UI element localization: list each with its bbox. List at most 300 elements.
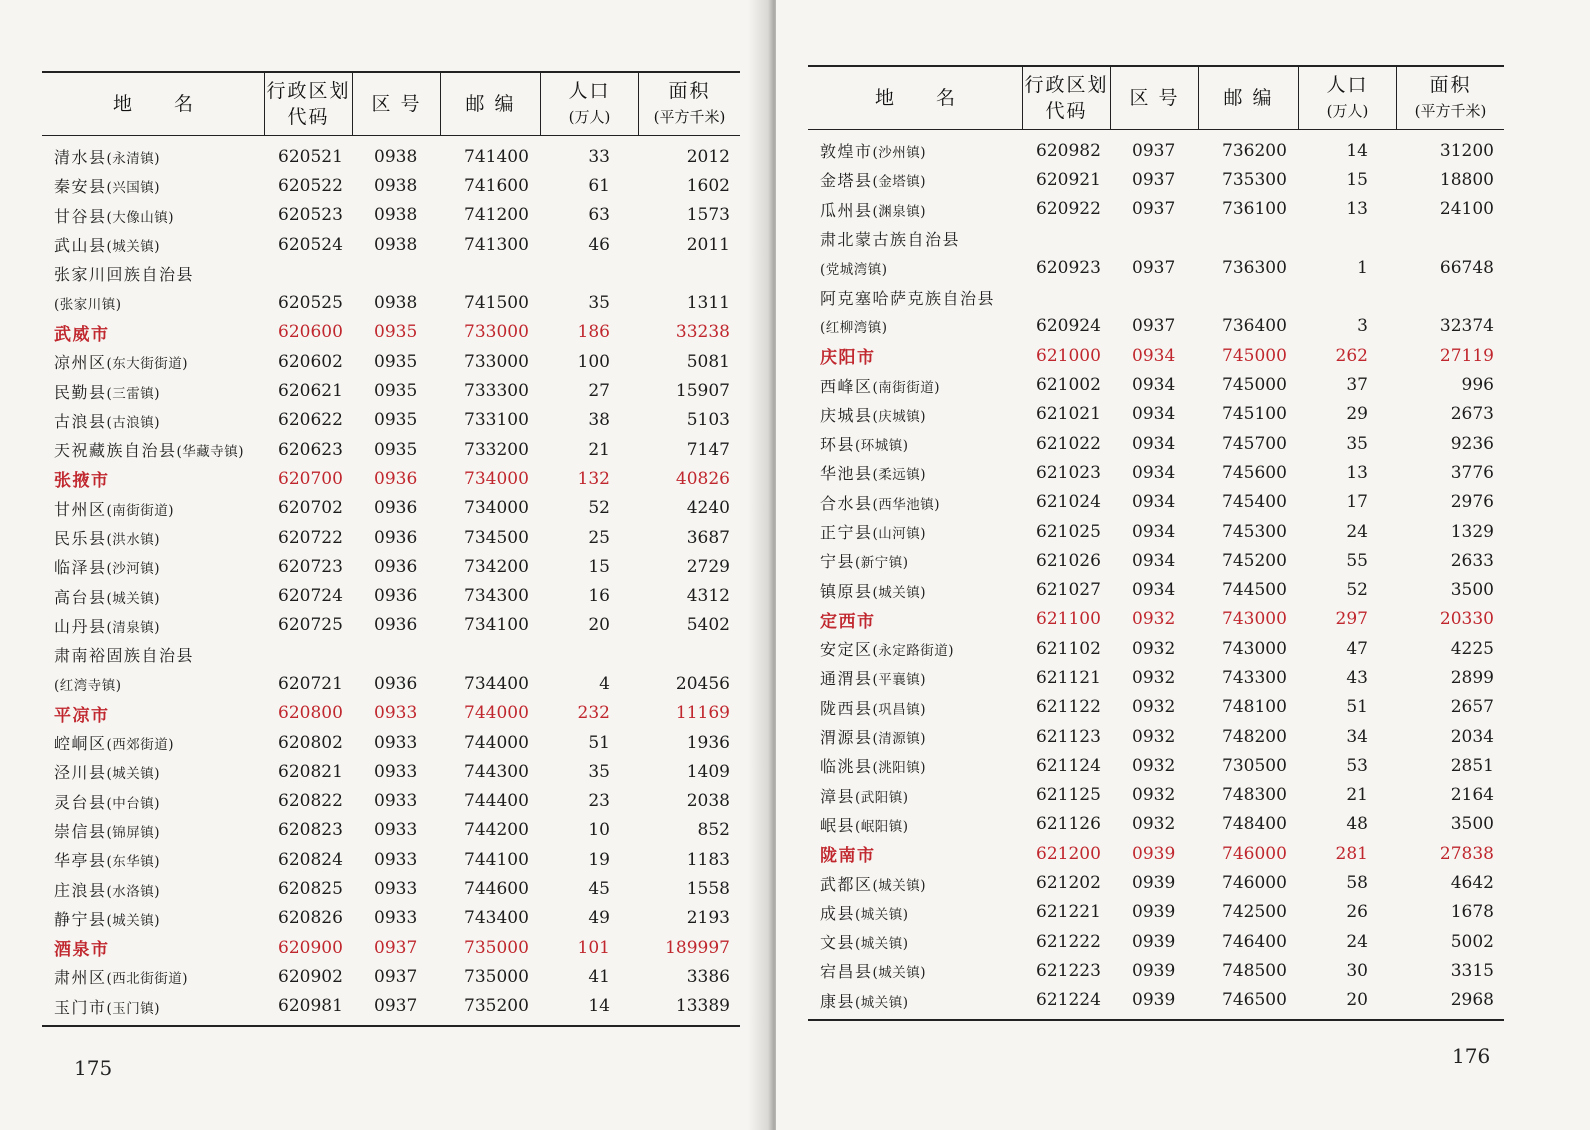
admin-code: 621200 [1036,843,1101,864]
postal-code: 730500 [1222,755,1287,776]
table-row [808,663,1504,692]
postal-code: 734000 [464,468,529,489]
table-row [42,728,740,757]
area-code: 0932 [1132,755,1176,776]
admin-code: 620902 [278,966,343,987]
admin-code: 620622 [278,410,343,431]
place-name [42,995,264,1018]
header-area-size-line2: (平方千米) [653,108,726,126]
place-seat-text: (柔远镇) [872,467,927,484]
admin-code: 620722 [278,527,343,548]
table-row [808,253,1504,282]
area-size: 2193 [686,908,730,929]
postal-code: 741400 [464,146,529,167]
place-seat-text: (清泉镇) [106,619,161,636]
area-code: 0937 [1132,169,1176,190]
admin-code: 621002 [1036,375,1101,396]
left-table-body [42,136,740,1021]
place-name [42,614,264,637]
table-row [42,406,740,435]
population: 14 [1346,140,1368,161]
city-row [42,699,740,728]
place-seat-text: (兴国镇) [106,180,161,197]
area-code: 0936 [374,527,418,548]
area-code: 0934 [1132,550,1176,571]
postal-code: 748300 [1222,785,1287,806]
place-seat-text: (东大街街道) [106,356,189,373]
area-code: 0937 [1132,140,1176,161]
postal-code: 742500 [1222,902,1287,923]
table-row [42,552,740,581]
place-name-text: 金塔县 [820,171,873,191]
postal-code: 741500 [464,293,529,314]
population: 17 [1346,492,1368,513]
area-size: 9236 [1450,433,1494,454]
place-seat-text: (沙州镇) [872,145,927,162]
area-code: 0934 [1132,345,1176,366]
admin-code: 620822 [278,791,343,812]
table-row [42,230,740,259]
area-size: 27119 [1439,345,1494,366]
area-code: 0935 [374,351,418,372]
admin-code: 621102 [1036,638,1101,659]
place-seat-text: (金塔镇) [872,174,927,191]
area-code: 0935 [374,322,418,343]
area-code: 0934 [1132,462,1176,483]
area-code: 0939 [1132,931,1176,952]
postal-code: 745100 [1222,404,1287,425]
admin-code: 620823 [278,820,343,841]
population: 43 [1346,667,1368,688]
table-row [808,165,1504,194]
postal-code: 743000 [1222,609,1287,630]
area-size: 1311 [686,293,730,314]
area-code: 0939 [1132,990,1176,1011]
area-size: 852 [697,820,730,841]
area-code: 0939 [1132,843,1176,864]
area-code: 0937 [374,966,418,987]
postal-code: 741600 [464,175,529,196]
population: 45 [588,879,610,900]
place-name [42,526,264,549]
population: 16 [588,586,610,607]
table-row [808,517,1504,546]
area-size: 2164 [1450,785,1494,806]
place-name [42,878,264,901]
place-name [42,674,264,694]
postal-code: 745000 [1222,375,1287,396]
place-name [42,293,264,313]
table-row [42,435,740,464]
admin-code: 621125 [1036,785,1101,806]
table-row [808,927,1504,956]
admin-code: 621000 [1036,345,1101,366]
header-area-size-line2: (平方千米) [1414,102,1487,120]
area-size: 1573 [686,205,730,226]
table-row [808,781,1504,810]
area-code: 0935 [374,439,418,460]
table-row [42,669,740,698]
population: 49 [588,908,610,929]
area-code: 0937 [374,937,418,958]
area-size: 31200 [1439,140,1494,161]
postal-code: 744500 [1222,580,1287,601]
area-code: 0934 [1132,492,1176,513]
population: 1 [1357,257,1368,278]
table-row [42,611,740,640]
area-code: 0934 [1132,580,1176,601]
population: 29 [1346,404,1368,425]
population: 15 [588,556,610,577]
place-name-text: 民乐县 [54,529,107,548]
postal-code: 736100 [1222,199,1287,220]
admin-code: 620602 [278,351,343,372]
place-name-text: 山丹县 [54,616,107,636]
admin-code: 620600 [278,322,343,343]
admin-code: 621027 [1036,580,1101,601]
postal-code: 745700 [1222,433,1287,454]
place-name-text: 静宁县 [54,909,107,929]
area-code: 0933 [374,761,418,782]
area-code: 0937 [374,996,418,1017]
area-size: 18800 [1439,169,1494,190]
place-name [42,848,264,871]
header-area-size [638,73,740,135]
table-row [42,347,740,376]
postal-code: 744400 [464,791,529,812]
area-code: 0938 [374,293,418,314]
postal-code: 734100 [464,615,529,636]
population: 26 [1346,902,1368,923]
place-name [42,262,264,285]
admin-code: 620982 [1036,140,1101,161]
population: 10 [588,820,610,841]
city-row [808,839,1504,868]
place-name-text: 泾川县 [54,763,107,783]
admin-code: 621026 [1036,550,1101,571]
place-name-text: 漳县 [820,786,856,806]
place-name-text: 岷县 [820,815,856,835]
table-row [808,195,1504,224]
area-code: 0932 [1132,814,1176,835]
place-name [808,841,1022,866]
place-seat-text: (城关镇) [855,936,909,953]
place-seat-text: (庆城镇) [872,408,927,425]
place-name [42,350,264,373]
place-name-text: 宁县 [820,552,856,572]
place-seat-text: (环城镇) [855,438,909,455]
place-name [42,409,264,432]
postal-code: 741300 [464,234,529,255]
population: 27 [588,381,610,402]
postal-code: 744100 [464,849,529,870]
postal-code: 733200 [464,439,529,460]
place-name [42,907,264,930]
place-name-text: 华亭县 [54,851,107,871]
area-size: 11169 [675,703,730,724]
postal-code: 733000 [464,322,529,343]
place-seat-text: (东华镇) [106,854,161,871]
place-name-text: 瓜州县 [820,200,873,220]
header-postal-label: 邮 编 [1223,87,1274,109]
right-page [776,0,1590,1130]
place-name-text: 华池县 [820,464,873,484]
population: 38 [588,410,610,431]
admin-code: 621222 [1036,931,1101,952]
place-name [808,901,1022,924]
place-seat-text: (水洛镇) [106,883,161,900]
admin-code: 621121 [1036,667,1101,688]
city-row [42,464,740,493]
area-code: 0936 [374,498,418,519]
area-size: 4312 [686,586,730,607]
header-area-size-line1: 面积 [1429,74,1472,96]
area-size: 3687 [686,527,730,548]
area-code: 0937 [1132,257,1176,278]
header-name [42,73,264,135]
admin-code: 620802 [278,732,343,753]
postal-code: 744000 [464,732,529,753]
place-name [808,666,1022,689]
place-name-text: 临泽县 [54,558,107,578]
population: 24 [1346,521,1368,542]
postal-code: 743300 [1222,667,1287,688]
header-population [1298,67,1396,129]
population: 297 [1335,609,1368,630]
postal-code: 745400 [1222,492,1287,513]
table-row [42,816,740,845]
population: 35 [1346,433,1368,454]
admin-code: 620524 [278,234,343,255]
header-name [808,67,1022,129]
place-name-text: 甘州区 [54,499,107,519]
header-population [540,73,638,135]
place-name [42,555,264,578]
place-name [808,959,1022,982]
place-name [808,286,1022,309]
area-size: 3776 [1450,462,1494,483]
population: 41 [588,966,610,987]
place-seat-text: (红湾寺镇) [54,677,122,694]
header-population-line1: 人口 [568,80,611,102]
population: 61 [588,175,610,196]
population: 186 [577,322,610,343]
postal-code: 746400 [1222,931,1287,952]
area-code: 0938 [374,175,418,196]
admin-code: 620826 [278,908,343,929]
place-name [42,760,264,783]
place-name [808,316,1022,336]
population: 51 [1346,697,1368,718]
area-size: 32374 [1439,316,1494,337]
area-code: 0935 [374,381,418,402]
area-code: 0933 [374,849,418,870]
table-row [808,575,1504,604]
population: 20 [588,615,610,636]
table-row [42,845,740,874]
area-size: 2657 [1450,697,1494,718]
place-name-text: 古浪县 [54,411,107,431]
postal-code: 736200 [1222,140,1287,161]
population: 24 [1346,931,1368,952]
place-name [808,227,1022,250]
place-name [808,754,1022,777]
population: 51 [588,732,610,753]
table-row [808,986,1504,1015]
population: 23 [588,791,610,812]
place-name [42,204,264,227]
place-seat-text: (张家川镇) [54,297,122,314]
population: 55 [1346,550,1368,571]
area-size: 2034 [1450,726,1494,747]
place-name [808,930,1022,953]
header-postal [1198,67,1298,129]
admin-code: 620623 [278,439,343,460]
area-size: 2968 [1450,990,1494,1011]
place-name-text: 崇信县 [54,821,107,841]
place-name [808,607,1022,632]
admin-code: 621126 [1036,814,1101,835]
area-code: 0937 [1132,199,1176,220]
place-name-text: 陇西县 [820,698,873,718]
area-size: 3315 [1450,960,1494,981]
population: 20 [1346,990,1368,1011]
header-population-line1: 人口 [1326,74,1369,96]
admin-code: 621202 [1036,873,1101,894]
place-name-text: 庆阳市 [820,348,876,369]
place-seat-text: (大像山镇) [106,209,175,226]
place-name [808,520,1022,543]
header-area-size-line1: 面积 [668,80,711,102]
place-name-text: 肃北蒙古族自治县 [820,230,961,250]
place-name [808,696,1022,719]
table-row [42,288,740,317]
admin-code: 621224 [1036,990,1101,1011]
postal-code: 745000 [1222,345,1287,366]
postal-code: 748100 [1222,697,1287,718]
area-code: 0934 [1132,375,1176,396]
header-area-code-label: 区 号 [371,93,422,115]
table-row [808,722,1504,751]
place-name [42,819,264,842]
header-population-line2: (万人) [1326,102,1369,120]
postal-code: 744300 [464,761,529,782]
area-size: 20330 [1439,609,1494,630]
table-row [808,868,1504,897]
population: 35 [588,293,610,314]
place-seat-text: (洪水镇) [106,532,161,548]
header-admin-code [1022,67,1110,129]
postal-code: 733000 [464,351,529,372]
place-name [42,320,264,345]
population: 3 [1357,316,1368,337]
admin-code: 620825 [278,879,343,900]
header-population-line2: (万人) [568,108,611,126]
city-row [808,341,1504,370]
left-table-bottom-rule [42,1025,740,1027]
area-size: 66748 [1439,257,1494,278]
place-seat-text: (城关镇) [855,906,909,923]
area-code: 0932 [1132,638,1176,659]
postal-code: 744200 [464,820,529,841]
area-size: 1409 [686,761,730,782]
admin-code: 621022 [1036,433,1101,454]
place-name [808,725,1022,748]
place-name-text: 环县 [820,435,856,455]
place-name-text: 渭源县 [820,728,873,748]
area-size: 996 [1461,375,1494,396]
admin-code: 620521 [278,146,343,167]
header-area-code [1110,67,1198,129]
place-name [42,466,264,491]
header-admin-code-line2: 代码 [287,106,330,128]
area-size: 3386 [686,966,730,987]
place-name-text: 陇南市 [820,846,876,867]
admin-code: 620725 [278,615,343,636]
area-code: 0938 [374,205,418,226]
area-code: 0938 [374,234,418,255]
place-name-text: 肃州区 [54,968,107,988]
place-name [808,432,1022,455]
place-name [42,790,264,813]
place-name-text: 秦安县 [54,177,107,197]
population: 14 [588,996,610,1017]
place-name-text: 通渭县 [820,669,873,689]
admin-code: 620923 [1036,257,1101,278]
table-row [808,458,1504,487]
area-size: 2899 [1450,667,1494,688]
postal-code: 744600 [464,879,529,900]
place-name [808,549,1022,572]
left-page [0,0,772,1130]
table-row [808,751,1504,780]
population: 13 [1346,462,1368,483]
place-name [808,461,1022,484]
place-name-text: 张家川回族自治县 [54,265,195,285]
city-row [808,605,1504,634]
area-code: 0932 [1132,609,1176,630]
place-name-text: 酒泉市 [54,940,110,961]
header-admin-code [264,73,352,135]
place-name-text: 崆峒区 [54,734,107,754]
table-row [42,904,740,933]
admin-code: 621025 [1036,521,1101,542]
place-name-text: 清水县 [54,148,107,168]
admin-code: 621100 [1036,609,1101,630]
postal-code: 748500 [1222,960,1287,981]
population: 21 [588,439,610,460]
page-number-left: 175 [74,1056,113,1080]
left-table-header [42,71,740,136]
postal-code: 735300 [1222,169,1287,190]
place-name [42,438,264,461]
admin-code: 621221 [1036,902,1101,923]
postal-code: 743000 [1222,638,1287,659]
place-name-text: 庆城县 [820,405,873,425]
area-code: 0934 [1132,521,1176,542]
area-code: 0937 [1132,316,1176,337]
place-seat-text: (锦屏镇) [106,824,161,841]
place-name-text: 阿克塞哈萨克族自治县 [820,288,996,308]
header-name-label: 地 名 [112,93,212,115]
admin-code: 621122 [1036,697,1101,718]
postal-code: 734400 [464,673,529,694]
population: 19 [588,849,610,870]
place-name [42,233,264,256]
admin-code: 620800 [278,703,343,724]
admin-code: 621021 [1036,404,1101,425]
area-size: 189997 [665,937,730,958]
